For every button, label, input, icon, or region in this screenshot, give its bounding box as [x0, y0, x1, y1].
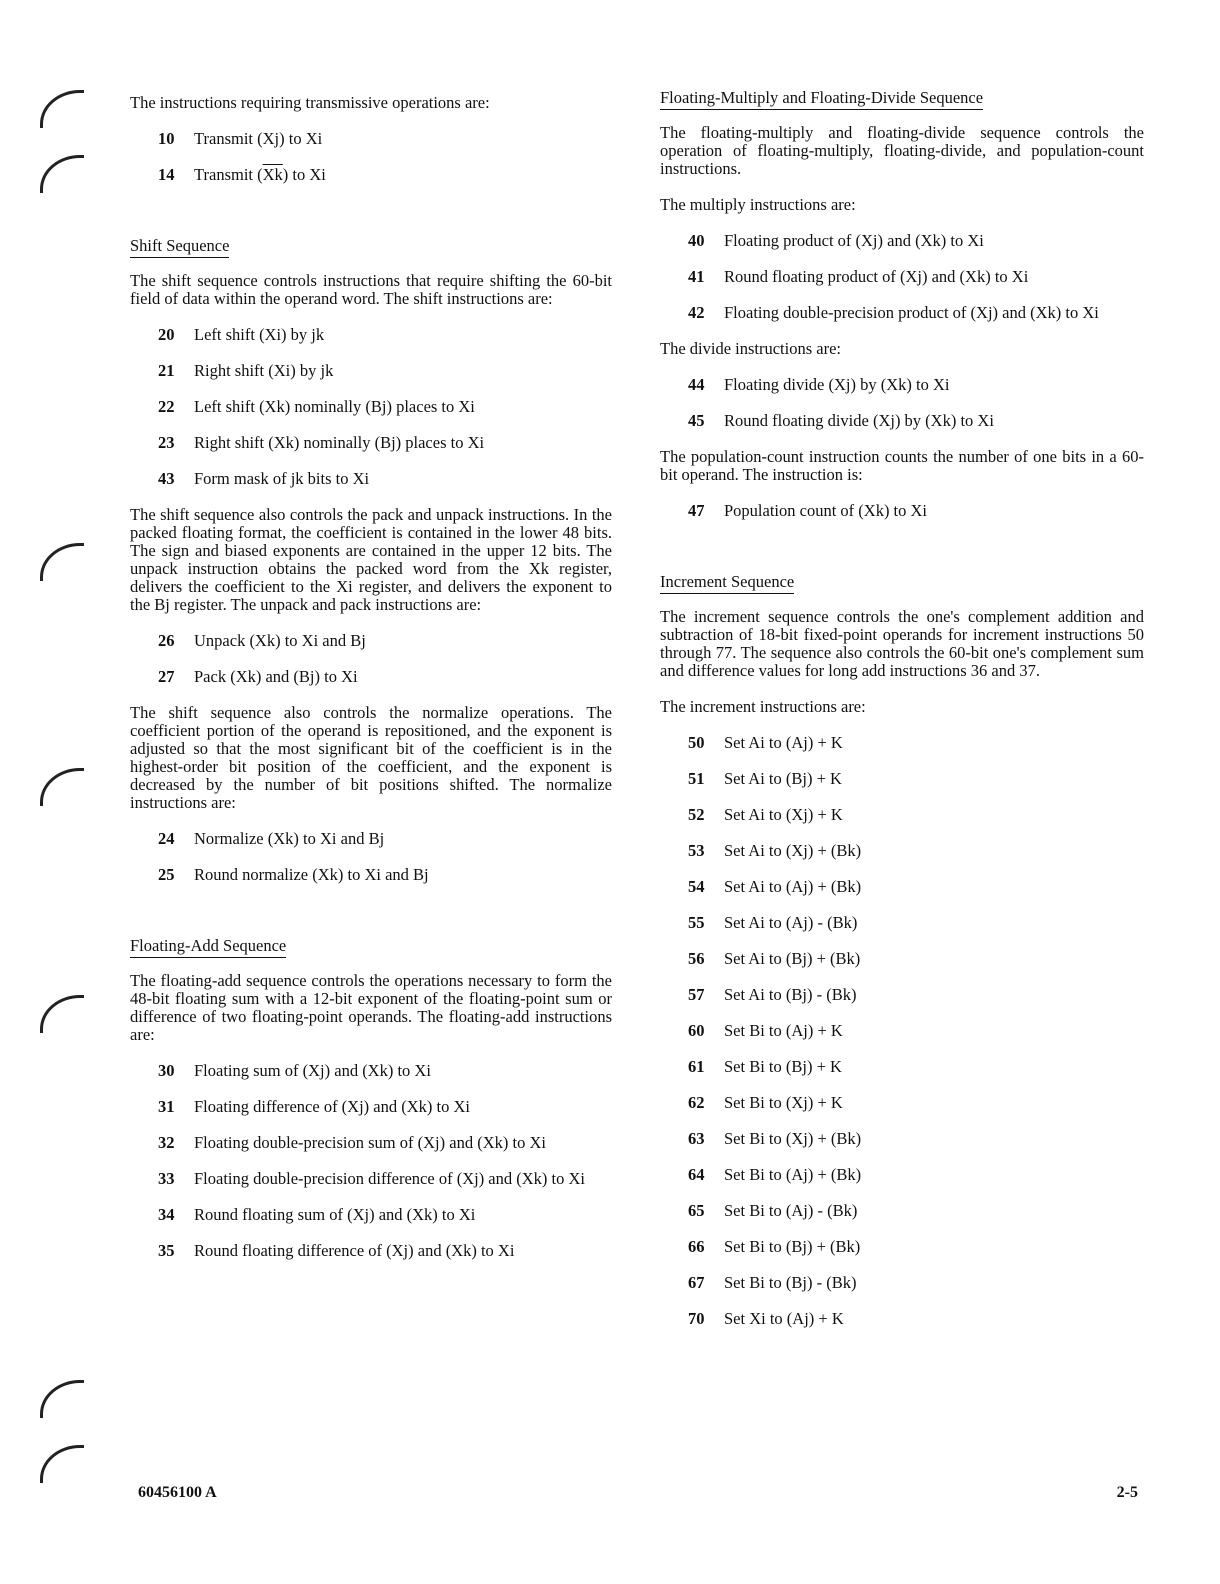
population-list: [660, 502, 1144, 520]
instruction-text: Right shift (Xk) nominally (Bj) places to Xi: [194, 433, 485, 452]
opcode: 44: [688, 375, 705, 394]
opcode: 50: [688, 733, 705, 752]
opcode: 67: [688, 1273, 705, 1292]
opcode: 45: [688, 411, 705, 430]
opcode: 60: [688, 1021, 705, 1040]
instruction-text: Set Bi to (Bj) - (Bk): [724, 1273, 857, 1292]
opcode: 42: [688, 303, 705, 322]
opcode: 51: [688, 769, 705, 788]
normalize-list: [130, 830, 612, 884]
instruction-text: Floating sum of (Xj) and (Xk) to Xi: [194, 1061, 431, 1080]
instruction-text: Set Xi to (Aj) + K: [724, 1309, 844, 1328]
instruction-row: [688, 914, 1144, 932]
instruction-text: Round floating sum of (Xj) and (Xk) to Xi: [194, 1205, 476, 1224]
left-column: [130, 88, 612, 1260]
instruction-text: Set Ai to (Bj) + (Bk): [724, 949, 861, 968]
opcode: 26: [158, 631, 175, 650]
opcode: 21: [158, 361, 175, 380]
instruction-text: Floating double-precision product of (Xj) and (Xk) to Xi: [724, 303, 1099, 322]
opcode: 30: [158, 1061, 175, 1080]
opcode: 10: [158, 129, 175, 148]
instruction-text: Round floating product of (Xj) and (Xk) to Xi: [724, 267, 1029, 286]
instruction-row: [158, 166, 612, 184]
instruction-row: [688, 1094, 1144, 1112]
opcode: 24: [158, 829, 175, 848]
multiply-list: [660, 232, 1144, 322]
opcode: 14: [158, 165, 175, 184]
instruction-text: Set Ai to (Bj) + K: [724, 769, 842, 788]
instruction-text: Set Bi to (Xj) + (Bk): [724, 1129, 862, 1148]
floating-add-sequence-heading: Floating-Add Sequence: [130, 936, 286, 958]
instruction-row: [688, 1130, 1144, 1148]
instruction-row: [688, 376, 1144, 394]
instruction-row: [158, 1206, 612, 1224]
shift-paragraph-2: The shift sequence also controls the pack and unpack instructions. In the packed floating format, the coefficient is contained in the lower 48 bits. The sign and biased exponents are contained in the upper 12 bits. The unpack instruction obtains the packed word from the Xk register, delivers the coefficient to the Xi register, and delivers the exponent to the Bj register. The unpack and pack instructions are:: [130, 505, 612, 614]
instruction-row: [688, 1202, 1144, 1220]
instruction-text: Normalize (Xk) to Xi and Bj: [194, 829, 385, 848]
instruction-row: [158, 434, 612, 452]
instruction-row: [158, 326, 612, 344]
instruction-text: Set Bi to (Aj) + (Bk): [724, 1165, 862, 1184]
instruction-row: [158, 362, 612, 380]
instruction-text: Round normalize (Xk) to Xi and Bj: [194, 865, 429, 884]
opcode: 65: [688, 1201, 705, 1220]
opcode: 31: [158, 1097, 175, 1116]
pack-list: [130, 632, 612, 686]
punch-hole-5: [40, 995, 84, 1033]
punch-hole-2: [40, 155, 84, 193]
right-column: [660, 88, 1144, 1328]
shift-paragraph-1: The shift sequence controls instructions that require shifting the 60-bit field of data within the operand word. The shift instructions are:: [130, 271, 612, 308]
instruction-row: [688, 878, 1144, 896]
instruction-text: Set Bi to (Aj) + K: [724, 1021, 843, 1040]
instruction-text: [194, 166, 612, 184]
instruction-text: Set Ai to (Bj) - (Bk): [724, 985, 857, 1004]
opcode: 66: [688, 1237, 705, 1256]
page-number: 2-5: [1116, 1484, 1138, 1501]
instruction-row: [688, 734, 1144, 752]
opcode: 40: [688, 231, 705, 250]
instruction-text: Floating double-precision difference of (Xj) and (Xk) to Xi: [194, 1169, 585, 1188]
shift-paragraph-3: The shift sequence also controls the normalize operations. The coefficient portion of the operand is repositioned, and the exponent is adjusted so that the most significant bit of the coefficient is in the highest-order bit position of the coefficient, and the exponent is decreased by the number of bit positions shifted. The normalize instructions are:: [130, 703, 612, 812]
increment-paragraph: The increment sequence controls the one's complement addition and subtraction of 18-bit fixed-point operands for increment instructions 50 through 77. The sequence also controls the 60-bit one's complement sum and difference values for long add instructions 36 and 37.: [660, 607, 1144, 680]
opcode: 22: [158, 397, 175, 416]
instruction-text: Pack (Xk) and (Bj) to Xi: [194, 667, 358, 686]
opcode: 33: [158, 1169, 175, 1188]
instruction-text: Round floating difference of (Xj) and (Xk) to Xi: [194, 1241, 515, 1260]
instruction-row: [158, 470, 612, 488]
opcode: 43: [158, 469, 175, 488]
instruction-row: [158, 1242, 612, 1260]
instruction-row: [688, 304, 1144, 322]
instruction-row: [158, 830, 612, 848]
punch-hole-6: [40, 1380, 84, 1418]
opcode: 52: [688, 805, 705, 824]
instruction-row: [688, 1310, 1144, 1328]
increment-sequence-heading: Increment Sequence: [660, 572, 794, 594]
opcode: 57: [688, 985, 705, 1004]
floating-add-list: [130, 1062, 612, 1260]
punch-hole-3: [40, 543, 84, 581]
instruction-row: [158, 398, 612, 416]
instruction-text: Set Bi to (Aj) - (Bk): [724, 1201, 858, 1220]
opcode: 47: [688, 501, 705, 520]
instruction-text: Set Bi to (Bj) + K: [724, 1057, 842, 1076]
instruction-row: [688, 986, 1144, 1004]
instruction-text: Set Bi to (Xj) + K: [724, 1093, 843, 1112]
punch-hole-1: [40, 90, 84, 128]
instruction-row: [688, 502, 1144, 520]
opcode: 70: [688, 1309, 705, 1328]
opcode: 27: [158, 667, 175, 686]
instruction-row: [688, 412, 1144, 430]
floating-multiply-divide-heading: Floating-Multiply and Floating-Divide Sequence: [660, 88, 983, 110]
instruction-text: Unpack (Xk) to Xi and Bj: [194, 631, 366, 650]
instruction-row: [688, 232, 1144, 250]
transmit-intro: The instructions requiring transmissive operations are:: [130, 93, 490, 112]
instruction-text: Floating difference of (Xj) and (Xk) to Xi: [194, 1097, 470, 1116]
opcode: 54: [688, 877, 705, 896]
instruction-row: [688, 1022, 1144, 1040]
instruction-text: Floating product of (Xj) and (Xk) to Xi: [724, 231, 984, 250]
opcode: 56: [688, 949, 705, 968]
punch-hole-4: [40, 768, 84, 806]
instruction-text: Transmit (Xj) to Xi: [194, 129, 323, 148]
opcode: 32: [158, 1133, 175, 1152]
instruction-text: Form mask of jk bits to Xi: [194, 469, 370, 488]
instruction-text: Round floating divide (Xj) by (Xk) to Xi: [724, 411, 994, 430]
instruction-row: [158, 668, 612, 686]
instruction-text: Set Ai to (Aj) + K: [724, 733, 843, 752]
shift-list: [130, 326, 612, 488]
instruction-row: [688, 770, 1144, 788]
instruction-text: Set Ai to (Xj) + K: [724, 805, 843, 824]
punch-hole-7: [40, 1445, 84, 1483]
complement-operand: $\overline{Xk}$: [262, 165, 283, 184]
instruction-text: Right shift (Xi) by jk: [194, 361, 334, 380]
document-number: 60456100 A: [138, 1484, 217, 1501]
opcode: 20: [158, 325, 175, 344]
multiply-intro: The multiply instructions are:: [660, 195, 856, 214]
opcode: 23: [158, 433, 175, 452]
opcode: 34: [158, 1205, 175, 1224]
text-pre: Transmit (: [194, 165, 263, 184]
instruction-text: Set Ai to (Aj) + (Bk): [724, 877, 862, 896]
divide-list: [660, 376, 1144, 430]
instruction-row: [688, 806, 1144, 824]
instruction-row: [688, 950, 1144, 968]
instruction-text: Floating double-precision sum of (Xj) and (Xk) to Xi: [194, 1133, 546, 1152]
instruction-row: [688, 1274, 1144, 1292]
instruction-row: [158, 866, 612, 884]
instruction-text: Set Ai to (Xj) + (Bk): [724, 841, 862, 860]
instruction-text: Set Bi to (Bj) + (Bk): [724, 1237, 861, 1256]
population-count-paragraph: The population-count instruction counts the number of one bits in a 60-bit operand. The instruction is:: [660, 447, 1144, 484]
instruction-row: [158, 1134, 612, 1152]
floating-add-paragraph: The floating-add sequence controls the operations necessary to form the 48-bit floating sum with a 12-bit exponent of the floating-point sum or difference of two floating-point operands. The floating-add instructions are:: [130, 971, 612, 1044]
opcode: 62: [688, 1093, 705, 1112]
instruction-row: [688, 842, 1144, 860]
opcode: 41: [688, 267, 705, 286]
opcode: 35: [158, 1241, 175, 1260]
instruction-text: Population count of (Xk) to Xi: [724, 501, 928, 520]
opcode: 64: [688, 1165, 705, 1184]
instruction-row: [688, 1166, 1144, 1184]
instruction-text: Floating divide (Xj) by (Xk) to Xi: [724, 375, 950, 394]
instruction-row: [158, 130, 612, 148]
instruction-text: Left shift (Xi) by jk: [194, 325, 325, 344]
increment-list: [660, 734, 1144, 1328]
opcode: 61: [688, 1057, 705, 1076]
instruction-row: [158, 1062, 612, 1080]
shift-sequence-heading: Shift Sequence: [130, 236, 229, 258]
opcode: 25: [158, 865, 175, 884]
text-post: ) to Xi: [282, 165, 326, 184]
instruction-row: [688, 1058, 1144, 1076]
instruction-row: [158, 1098, 612, 1116]
instruction-row: [158, 632, 612, 650]
divide-intro: The divide instructions are:: [660, 339, 841, 358]
opcode: 53: [688, 841, 705, 860]
opcode: 63: [688, 1129, 705, 1148]
increment-intro: The increment instructions are:: [660, 697, 866, 716]
instruction-text: Set Ai to (Aj) - (Bk): [724, 913, 858, 932]
opcode: 55: [688, 913, 705, 932]
floating-multiply-paragraph: The floating-multiply and floating-divide sequence controls the operation of floating-multiply, floating-divide, and population-count instructions.: [660, 123, 1144, 178]
instruction-row: [158, 1170, 612, 1188]
instruction-text: Left shift (Xk) nominally (Bj) places to Xi: [194, 397, 475, 416]
instruction-row: [688, 1238, 1144, 1256]
instruction-row: [688, 268, 1144, 286]
